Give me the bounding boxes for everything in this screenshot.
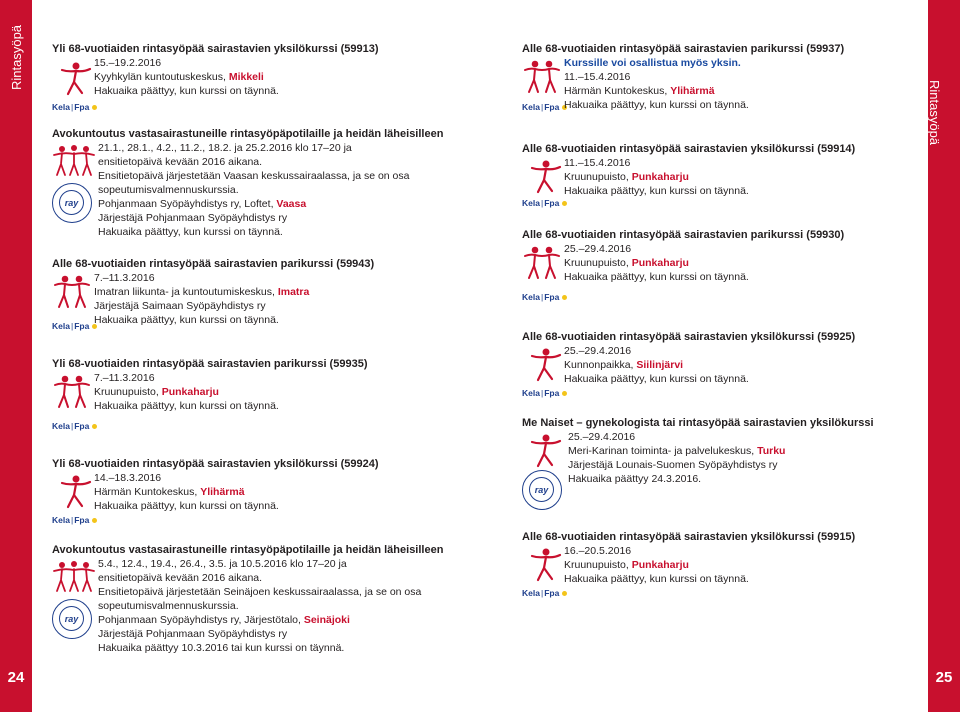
left-side-label: Rintasyöpä (9, 24, 24, 90)
course-dates: 25.–29.4.2016 (564, 243, 632, 255)
course-location: Kruunupuisto, Punkaharju (564, 171, 689, 183)
course-entry (522, 330, 856, 398)
course-dates: 15.–19.2.2016 (94, 57, 162, 69)
course-application-note: Hakuaika päättyy, kun kurssi on täynnä. (94, 85, 279, 97)
course-location: Kruunupuisto, Punkaharju (94, 386, 219, 398)
course-dates: 11.–15.4.2016 (564, 71, 631, 83)
course-application-note: Hakuaika päättyy, kun kurssi on täynnä. (98, 226, 283, 238)
course-city: Punkaharju (161, 386, 219, 398)
course-dates: 21.1., 28.1., 4.2., 11.2., 18.2. ja 25.2.2016 klo 17–20 ja (98, 142, 352, 154)
kela-fpa-logo: Kela | Fpa (522, 198, 567, 208)
kela-fpa-logo: Kela | Fpa (52, 515, 97, 525)
ray-logo: ray (522, 470, 562, 510)
course-title: Alle 68-vuotiaiden rintasyöpää sairastavien parikurssi (59930) (522, 229, 845, 241)
left-page-number: 24 (7, 669, 25, 686)
course-info: sopeutumisvalmennuskurssia. (98, 184, 239, 196)
course-title: Yli 68-vuotiaiden rintasyöpää sairastavien yksilökurssi (59913) (52, 43, 379, 55)
course-title: Alle 68-vuotiaiden rintasyöpää sairastavien yksilökurssi (59925) (522, 331, 856, 343)
course-city: Vaasa (276, 198, 307, 210)
ray-logo: ray (52, 183, 92, 223)
kela-fpa-logo: Kela | Fpa (52, 102, 97, 112)
course-entry (522, 42, 845, 112)
single-person-icon (528, 346, 564, 382)
course-city: Punkaharju (631, 171, 689, 183)
right-side-strip (928, 0, 960, 712)
course-location: Pohjanmaan Syöpäyhdistys ry, Loftet, Vaasa (98, 198, 307, 210)
course-dates: 7.–11.3.2016 (94, 372, 155, 384)
course-application-note: Hakuaika päättyy 10.3.2016 tai kun kurssi on täynnä. (98, 642, 345, 654)
course-location: Imatran liikunta- ja kuntoutumiskeskus, Imatra (94, 286, 310, 298)
course-organizer: Järjestäjä Pohjanmaan Syöpäyhdistys ry (98, 628, 288, 640)
single-person-icon (528, 546, 564, 582)
course-title: Me Naiset – gynekologista tai rintasyöpää sairastavien yksilökurssi (522, 417, 874, 429)
course-application-note: Hakuaika päättyy, kun kurssi on täynnä. (564, 185, 749, 197)
course-entry (52, 357, 368, 431)
course-dates: 16.–20.5.2016 (564, 545, 632, 557)
pair-people-icon (522, 58, 562, 94)
course-application-note: Hakuaika päättyy, kun kurssi on täynnä. (564, 373, 749, 385)
course-location: Kruunupuisto, Punkaharju (564, 559, 689, 571)
course-application-note: Hakuaika päättyy, kun kurssi on täynnä. (94, 314, 279, 326)
right-side-label: Rintasyöpä (927, 80, 942, 146)
pair-people-icon (52, 373, 92, 409)
course-entry (52, 127, 444, 238)
course-title: Alle 68-vuotiaiden rintasyöpää sairastavien parikurssi (59943) (52, 258, 375, 270)
course-info: ensitietopäivä kevään 2016 aikana. (98, 572, 263, 584)
course-city: Mikkeli (228, 71, 264, 83)
kela-fpa-logo: Kela | Fpa (522, 388, 567, 398)
course-city: Ylihärmä (670, 85, 715, 97)
course-location: Kyyhkylän kuntoutuskeskus, Mikkeli (94, 71, 264, 83)
group-people-icon (52, 559, 96, 593)
course-dates: 7.–11.3.2016 (94, 272, 155, 284)
course-city: Siilinjärvi (636, 359, 684, 371)
course-entry (52, 457, 379, 525)
course-title: Yli 68-vuotiaiden rintasyöpää sairastavien parikurssi (59935) (52, 358, 368, 370)
course-info: Ensitietopäivä järjestetään Seinäjoen keskussairaalassa, ja se on osa (98, 586, 422, 598)
course-title: Avokuntoutus vastasairastuneille rintasyöpäpotilaille ja heidän läheisilleen (52, 544, 444, 556)
kela-fpa-logo: Kela | Fpa (522, 588, 567, 598)
course-city: Imatra (277, 286, 310, 298)
course-organizer: Järjestäjä Lounais-Suomen Syöpäyhdistys ry (568, 459, 778, 471)
course-notice: Kurssille voi osallistua myös yksin. (564, 57, 741, 69)
course-location: Kruunupuisto, Punkaharju (564, 257, 689, 269)
course-dates: 14.–18.3.2016 (94, 472, 162, 484)
single-person-icon (58, 60, 94, 96)
course-location: Meri-Karinan toiminta- ja palvelukeskus, Turku (568, 445, 786, 457)
pair-people-icon (522, 244, 562, 280)
course-city: Turku (757, 445, 786, 457)
course-application-note: Hakuaika päättyy, kun kurssi on täynnä. (564, 573, 749, 585)
course-title: Alle 68-vuotiaiden rintasyöpää sairastavien yksilökurssi (59914) (522, 143, 856, 155)
course-dates: 11.–15.4.2016 (564, 157, 631, 169)
course-application-note: Hakuaika päättyy, kun kurssi on täynnä. (94, 500, 279, 512)
course-city: Punkaharju (631, 257, 689, 269)
right-page-number: 25 (935, 669, 953, 686)
group-people-icon (52, 143, 96, 177)
course-city: Seinäjoki (303, 614, 350, 626)
course-info: sopeutumisvalmennuskurssia. (98, 600, 239, 612)
course-location: Härmän Kuntokeskus, Ylihärmä (94, 486, 245, 498)
single-person-icon (528, 432, 564, 468)
single-person-icon (58, 473, 94, 509)
course-title: Alle 68-vuotiaiden rintasyöpää sairastavien parikurssi (59937) (522, 43, 845, 55)
kela-fpa-logo: Kela | Fpa (52, 321, 97, 331)
course-organizer: Järjestäjä Saimaan Syöpäyhdistys ry (94, 300, 266, 312)
kela-fpa-logo: Kela | Fpa (522, 102, 567, 112)
pair-people-icon (52, 273, 92, 309)
course-entry (52, 42, 379, 112)
course-title: Avokuntoutus vastasairastuneille rintasyöpäpotilaille ja heidän läheisilleen (52, 128, 444, 140)
course-title: Yli 68-vuotiaiden rintasyöpää sairastavien yksilökurssi (59924) (52, 458, 379, 470)
course-city: Ylihärmä (200, 486, 245, 498)
course-organizer: Järjestäjä Pohjanmaan Syöpäyhdistys ry (98, 212, 288, 224)
course-dates: 25.–29.4.2016 (564, 345, 632, 357)
course-application-note: Hakuaika päättyy 24.3.2016. (568, 473, 702, 485)
single-person-icon (528, 158, 564, 194)
course-location: Kunnonpaikka, Siilinjärvi (564, 359, 684, 371)
course-dates: 25.–29.4.2016 (568, 431, 636, 443)
course-entry (52, 543, 444, 654)
course-title: Alle 68-vuotiaiden rintasyöpää sairastavien yksilökurssi (59915) (522, 531, 856, 543)
course-application-note: Hakuaika päättyy, kun kurssi on täynnä. (564, 99, 749, 111)
course-city: Punkaharju (631, 559, 689, 571)
course-entry (52, 257, 375, 331)
course-info: ensitietopäivä kevään 2016 aikana. (98, 156, 263, 168)
kela-fpa-logo: Kela | Fpa (522, 292, 567, 302)
course-application-note: Hakuaika päättyy, kun kurssi on täynnä. (94, 400, 279, 412)
course-entry (522, 530, 856, 598)
course-entry (522, 228, 845, 302)
course-location: Pohjanmaan Syöpäyhdistys ry, Järjestötalo, Seinäjoki (98, 614, 350, 626)
course-dates: 5.4., 12.4., 19.4., 26.4., 3.5. ja 10.5.2016 klo 17–20 ja (98, 558, 347, 570)
left-side-strip (0, 0, 32, 712)
course-entry (522, 142, 856, 208)
course-location: Härmän Kuntokeskus, Ylihärmä (564, 85, 715, 97)
course-entry (522, 416, 874, 495)
course-application-note: Hakuaika päättyy, kun kurssi on täynnä. (564, 271, 749, 283)
kela-fpa-logo: Kela | Fpa (52, 421, 97, 431)
ray-logo: ray (52, 599, 92, 639)
course-info: Ensitietopäivä järjestetään Vaasan keskussairaalassa, ja se on osa (98, 170, 410, 182)
